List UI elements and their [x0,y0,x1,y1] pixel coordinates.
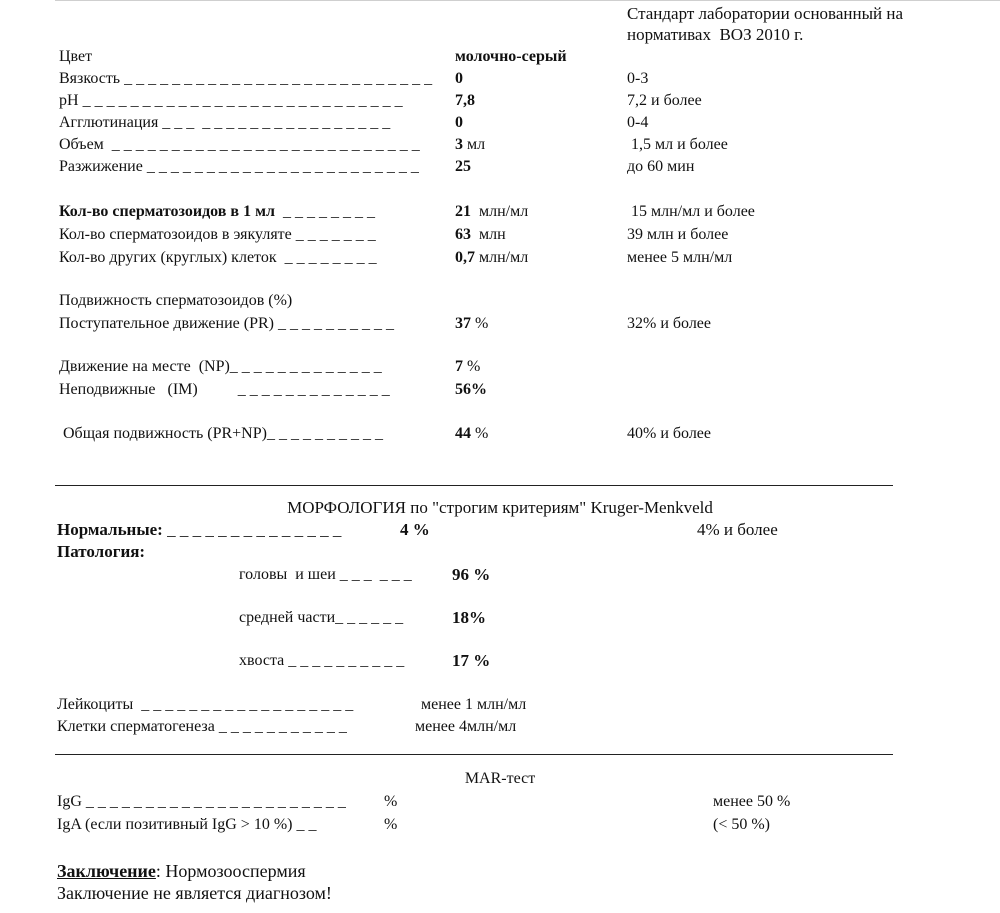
normal-forms-row [57,520,341,540]
pathology-label: Патология: [57,542,146,561]
total-motility-label: Общая подвижность (PR+NP) [59,425,267,442]
agglutination-row [59,113,390,133]
total-motility-unit: % [471,425,489,442]
progressive-row [59,314,394,334]
midpiece-defects-row [239,608,403,628]
round-cells-unit: млн/мл [475,249,529,266]
total-motility-value [455,424,488,444]
dash-leader: _ _ _ _ _ _ _ _ [276,249,377,266]
mar-test-title: MAR-тест [464,770,536,787]
viscosity-norm: 0-3 [627,70,649,87]
spermatogenesis-cells-norm: менее 4млн/мл [415,718,517,735]
agglutination-value: 0 [455,114,463,131]
total-count-unit: млн [471,226,506,243]
color-label: Цвет [59,48,93,65]
viscosity-value: 0 [455,70,463,87]
standard-header-line-1: Стандарт лаборатории основанный на [627,4,904,23]
progressive-number: 37 [455,315,471,332]
midpiece-defects-label: средней части [239,609,336,626]
dash-leader: _ _ _ _ _ _ _ _ [274,203,375,220]
dash-leader: _ _ _ _ _ _ _ _ _ _ _ _ _ _ [162,520,342,539]
dash-leader: _ _ _ _ _ _ _ _ _ _ _ _ _ _ _ _ _ _ _ _ _ _ _ _ _ _ [120,70,433,87]
concentration-number: 21 [455,203,471,220]
head-defects-value: 96 % [452,565,491,584]
dash-leader: _ _ _ _ _ _ _ _ _ _ [273,315,394,332]
dash-leader: _ _ _ _ _ _ _ _ _ _ _ _ _ _ _ _ _ _ _ _ _ _ _ [142,158,419,175]
liquefaction-label: Разжижение [59,158,143,175]
ph-norm: 7,2 и более [627,92,702,109]
round-cells-number: 0,7 [455,249,475,266]
liquefaction-row [59,157,419,177]
standard-header-line-2: нормативах ВОЗ 2010 г. [627,25,804,44]
total-count-norm: 39 млн и более [627,226,729,243]
tail-defects-row [239,651,404,671]
dash-leader: _ _ _ _ _ _ _ [291,226,376,243]
ph-row [59,91,403,111]
ph-label: pH [59,92,79,109]
dash-leader: _ _ _ _ _ _ _ _ _ _ [284,652,405,669]
total-count-value [455,225,506,245]
liquefaction-value: 25 [455,158,471,175]
igg-unit: % [384,793,398,810]
total-motility-number: 44 [455,425,471,442]
dash-leader: _ _ _ _ _ _ _ _ _ _ _ _ _ [197,381,390,398]
normal-forms-label: Нормальные: [57,520,163,539]
dash-leader: _ _ _ _ _ _ [335,609,404,626]
dash-leader: _ _ _ _ _ _ _ _ _ _ [266,425,383,442]
volume-number: 3 [455,136,463,153]
ph-value: 7,8 [455,92,475,109]
round-cells-label: Кол-во других (круглых) клеток [59,249,277,266]
tail-defects-label: хвоста [239,652,285,669]
total-count-label: Кол-во сперматозоидов в эякуляте [59,226,292,243]
volume-value [455,135,485,155]
conclusion-disclaimer: Заключение не является диагнозом! [57,883,332,903]
tail-defects-value: 17 % [452,651,491,670]
progressive-value [455,314,488,334]
leukocytes-row [57,695,353,715]
midpiece-defects-value: 18% [452,608,486,627]
volume-row [59,135,420,155]
nonprogressive-label: Движение на месте (NP) [59,358,230,375]
dash-leader: _ _ _ _ _ _ _ _ _ _ _ _ _ _ _ _ _ _ _ [158,114,391,131]
igg-label: IgG [57,793,82,810]
leukocytes-label: Лейкоциты [57,696,134,713]
immotile-value: 56% [455,381,487,398]
dash-leader: _ _ _ _ _ _ _ _ _ _ _ _ _ _ _ _ _ _ [133,696,354,713]
concentration-unit: млн/мл [471,203,529,220]
dash-leader: _ _ _ _ _ _ _ _ _ _ _ _ _ _ _ _ _ _ _ _ _ _ _ _ _ _ _ [78,92,403,109]
concentration-label: Кол-во сперматозоидов в 1 мл [59,203,275,220]
dash-leader: _ _ _ _ _ _ [335,566,412,583]
progressive-norm: 32% и более [627,315,712,332]
color-value: молочно-серый [455,48,567,65]
motility-title: Подвижность сперматозоидов (%) [59,292,293,309]
igg-row [57,792,346,812]
total-motility-norm: 40% и более [627,425,712,442]
nonprogressive-row [59,357,382,377]
concentration-norm: 15 млн/мл и более [627,203,755,220]
round-cells-value [455,248,528,268]
page-top-edge [55,0,1000,1]
agglutination-label: Агглютинация [59,114,159,131]
head-defects-row [239,565,412,585]
iga-norm: (< 50 %) [713,816,771,833]
morphology-title: МОРФОЛОГИЯ по "строгим критериям" Kruger-Menkveld [287,498,713,517]
conclusion-row [57,860,306,882]
conclusion-label: Заключение [57,861,156,881]
progressive-label: Поступательное движение (PR) [59,315,274,332]
round-cells-norm: менее 5 млн/мл [627,249,733,266]
spermatogenesis-cells-label: Клетки сперматогенеза [57,718,215,735]
immotile-label: Неподвижные (IM) [59,381,198,398]
section-divider [55,485,893,486]
iga-label: IgA (если позитивный IgG > 10 %) [57,816,293,833]
volume-norm: 1,5 мл и более [627,136,728,153]
iga-unit: % [384,816,398,833]
nonprogressive-value [455,357,480,377]
agglutination-norm: 0-4 [627,114,649,131]
spermatogenesis-cells-row [57,717,347,737]
round-cells-row [59,248,377,268]
conclusion-text: : Нормозооспермия [155,861,306,881]
progressive-unit: % [471,315,489,332]
dash-leader: _ _ _ _ _ _ _ _ _ _ _ [214,718,347,735]
normal-forms-norm: 4% и более [697,520,778,539]
concentration-row [59,202,375,222]
dash-leader: _ _ _ _ _ _ _ _ _ _ _ _ _ [229,358,382,375]
volume-label: Объем [59,136,104,153]
dash-leader: _ _ _ _ _ _ _ _ _ _ _ _ _ _ _ _ _ _ _ _ _ _ _ _ _ _ [103,136,420,153]
dash-leader: _ _ _ _ _ _ _ _ _ _ _ _ _ _ _ _ _ _ _ _ _ _ [81,793,346,810]
total-count-row [59,225,376,245]
section-divider [55,754,893,755]
nonprogressive-unit: % [463,358,481,375]
iga-row [57,815,316,835]
total-motility-row [59,424,383,444]
dash-leader: _ _ [292,816,317,833]
immotile-row [59,380,390,400]
nonprogressive-number: 7 [455,358,463,375]
viscosity-row [59,69,432,89]
liquefaction-norm: до 60 мин [627,158,695,175]
volume-unit: мл [463,136,486,153]
igg-norm: менее 50 % [713,793,791,810]
leukocytes-norm: менее 1 млн/мл [421,696,527,713]
normal-forms-value: 4 % [400,520,430,539]
viscosity-label: Вязкость [59,70,121,87]
head-defects-label: головы и шеи [239,566,336,583]
total-count-number: 63 [455,226,471,243]
concentration-value [455,202,528,222]
